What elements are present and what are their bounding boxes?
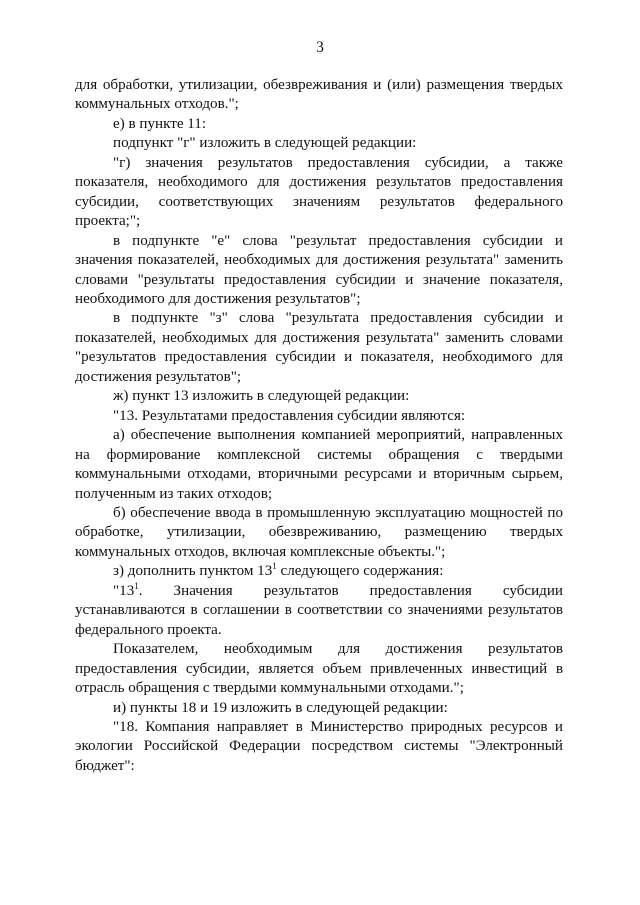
superscript: 1 <box>272 561 277 572</box>
paragraph: для обработки, утилизации, обезвреживания и (или) размещения твердых коммунальных отходов."; <box>75 77 563 113</box>
superscript: 1 <box>134 580 139 591</box>
paragraph: подпункт "г" изложить в следующей редакции: <box>113 135 417 152</box>
paragraph: "18. Компания направляет в Министерство природных ресурсов и экологии Российской Федерации посредством системы "Электронный бюджет": <box>75 718 563 774</box>
paragraph: в подпункте "з" слова "результата предоставления субсидии и показателей, необходимых для достижения результата" заменить словами "результатов предоставления субсидии и показателя, необходимого для достижения результатов"; <box>75 310 563 385</box>
paragraph: и) пункты 18 и 19 изложить в следующей редакции: <box>113 699 448 716</box>
paragraph: Показателем, необходимым для достижения результатов предоставления субсидии, является объем привлеченных инвестиций в отрасль обращения с твердыми коммунальными отходами."; <box>75 641 563 697</box>
paragraph: е) в пункте 11: <box>113 115 207 132</box>
paragraph: з) дополнить пунктом $13^1$ следующего содержания: <box>113 561 444 580</box>
page-number: 3 <box>316 39 324 56</box>
paragraph: а) обеспечение выполнения компанией мероприятий, направленных на формирование комплексной системы обращения с твердыми коммунальными отходами, вторичными ресурсами и вторичным сырьем, полученным из таких отходов; <box>75 427 563 502</box>
paragraph: в подпункте "е" слова "результат предоставления субсидии и значения показателей, необходимых для достижения результата" заменить словами "результаты предоставления субсидии и значение показателя, необходимого для достижения результатов"; <box>75 232 563 307</box>
paragraph: "13. Результатами предоставления субсидии являются: <box>113 407 466 424</box>
paragraph: б) обеспечение ввода в промышленную эксплуатацию мощностей по обработке, утилизации, обезвреживанию, размещению твердых коммунальных отходов, включая комплексные объекты."; <box>75 504 563 560</box>
paragraph: "$13^1$. Значения результатов предоставления субсидии устанавливаются в соглашении в соответствии со значениями результатов федерального проекта. <box>75 580 563 638</box>
paragraph: ж) пункт 13 изложить в следующей редакции: <box>113 388 410 405</box>
document-body <box>75 76 563 776</box>
paragraph: "г) значения результатов предоставления субсидии, а также показателя, необходимого для достижения результатов предоставления субсидии, соответствующих значениям результатов федерального проекта;"; <box>75 154 563 230</box>
